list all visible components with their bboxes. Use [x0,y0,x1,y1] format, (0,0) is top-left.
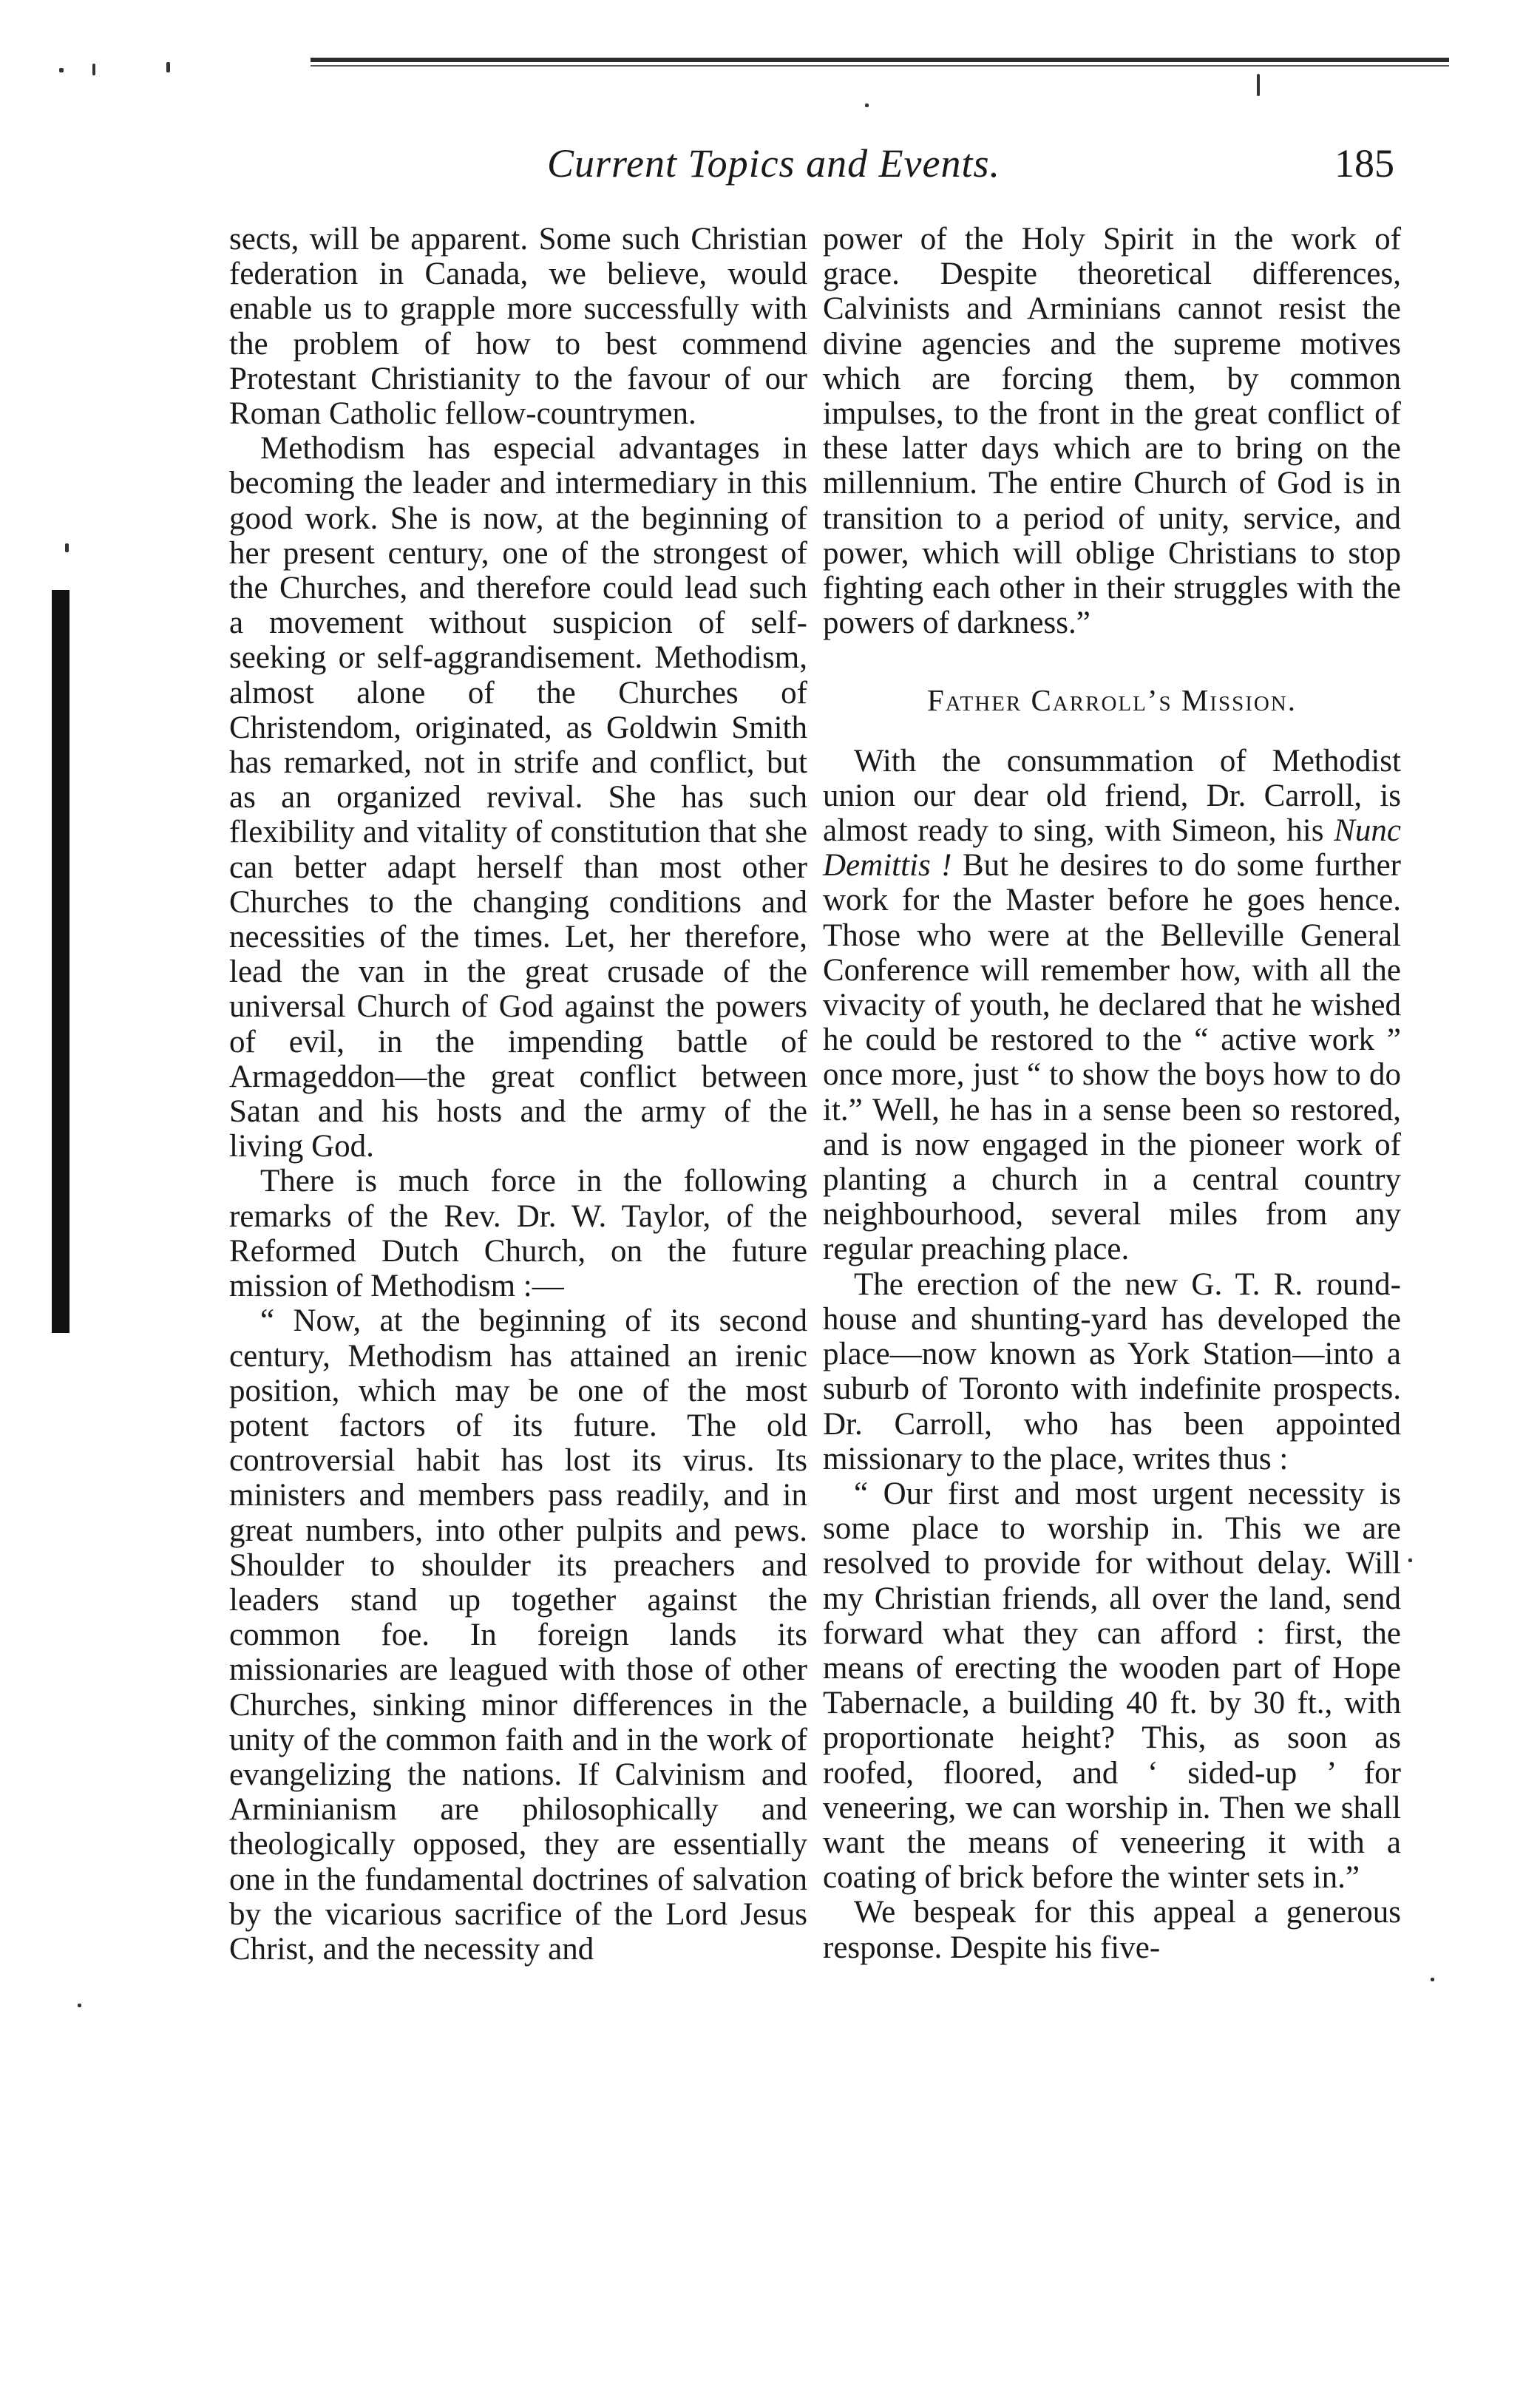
scan-speck [1431,1978,1434,1981]
paragraph: We bespeak for this appeal a generous response. Despite his five- [823,1895,1401,1965]
scan-speck [166,62,170,72]
page-header [0,133,1540,200]
running-title: Current Topics and Events. [547,141,1001,186]
scan-margin-bar [52,590,69,1333]
scan-speck [59,68,64,72]
paragraph-text: But he desires to do some further work for the Master before he goes hence. Those who were at the Belleville General Conference will remember how, with all the vivacity of youth, he declared that he wished he could be restored to the “ active work ” once more, just “ to show the boys how to do it.” Well, he has in a sense been so restored, and is now engaged in the pioneer work of planting a church in a central country neighbourhood, several miles from any regular preaching place. [823,848,1401,1267]
paragraph: Methodism has especial advantages in becoming the leader and intermediary in this good work. She is now, at the beginning of her present century, one of the strongest of the Churches, and therefore could lead such a movement without suspicion of self-seeking or self-aggrandisement. Methodism, almost alone of the Churches of Christendom, originated, as Goldwin Smith has remarked, not in strife and conflict, but as an organized revival. She has such flexibility and vitality of constitution that she can better adapt herself than most other Churches to the changing conditions and necessities of the times. Let, her therefore, lead the van in the great crusade of the universal Church of God against the powers of evil, in the impending battle of Armageddon—the great conflict between Satan and his hosts and the army of the living God. [229,431,807,1164]
scan-speck [78,2004,81,2007]
section-heading [823,683,1401,718]
page-number: 185 [1334,141,1394,186]
scan-speck [92,64,95,75]
quoted-paragraph: “ Now, at the beginning of its second century, Methodism has attained an irenic position, which may be one of the most potent factors of its future. The old controversial habit has lost its virus. Its ministers and members pass readily, and in great numbers, into other pulpits and pews. Shoulder to shoulder its preachers and leaders stand up together against the common foe. In foreign lands its missionaries are leagued with those of other Churches, sinking minor differences in the unity of the common faith and in the work of evangelizing the nations. If Calvinism and Arminianism are philosophically and theologically opposed, they are essentially one in the fundamental doctrines of salvation by the vicarious sacrifice of the Lord Jesus Christ, and the necessity and [229,1303,807,1967]
quoted-paragraph: power of the Holy Spirit in the work of grace. Despite theoretical differences, Calvinists and Arminians cannot resist the divine agencies and the supreme motives which are forcing them, by common impulses, to the front in the great conflict of these latter days which are to bring on the millennium. The entire Church of God is in transition to a period of unity, service, and power, which will oblige Christians to stop fighting each other in their struggles with the powers of darkness.” [823,222,1401,641]
left-column [229,222,807,1967]
scan-speck [865,104,869,107]
paragraph: The erection of the new G. T. R. round-house and shunting-yard has developed the place—now known as York Station—into a suburb of Toronto with indefinite prospects. Dr. Carroll, who has been appointed missionary to the place, writes thus : [823,1266,1401,1476]
paragraph-text: With the consummation of Methodist union our dear old friend, Dr. Carroll, is almost ready to sing, with Simeon, his [823,743,1401,849]
paragraph: sects, will be apparent. Some such Christian federation in Canada, we believe, would enable us to grapple more successfully with the problem of how to best commend Protestant Christianity to the favour of our Roman Catholic fellow-countrymen. [229,222,807,432]
latin-phrase: Nunc Demittis ! [823,813,1401,883]
top-rule-shadow [311,65,1449,67]
top-rule [311,58,1449,62]
paragraph [823,744,1401,1267]
paragraph: There is much force in the following remarks of the Rev. Dr. W. Taylor, of the Reformed Dutch Church, on the future mission of Methodism :— [229,1164,807,1304]
scan-speck [65,543,69,552]
scan-speck [1257,74,1260,96]
right-column [823,222,1401,1965]
section-heading-text: Father Carroll’s Mission. [926,683,1298,718]
quoted-paragraph: “ Our first and most urgent necessity is some place to worship in. This we are resolved to provide for without delay. Will my Christian friends, all over the land, send forward what they can afford : first, the means of erecting the wooden part of Hope Tabernacle, a building 40 ft. by 30 ft., with proportionate height? This, as soon as roofed, floored, and ‘ sided-up ’ for veneering, we can worship in. Then we shall want the means of veneering it with a coating of brick before the winter sets in.” [823,1476,1401,1896]
scan-speck [1408,1558,1412,1562]
